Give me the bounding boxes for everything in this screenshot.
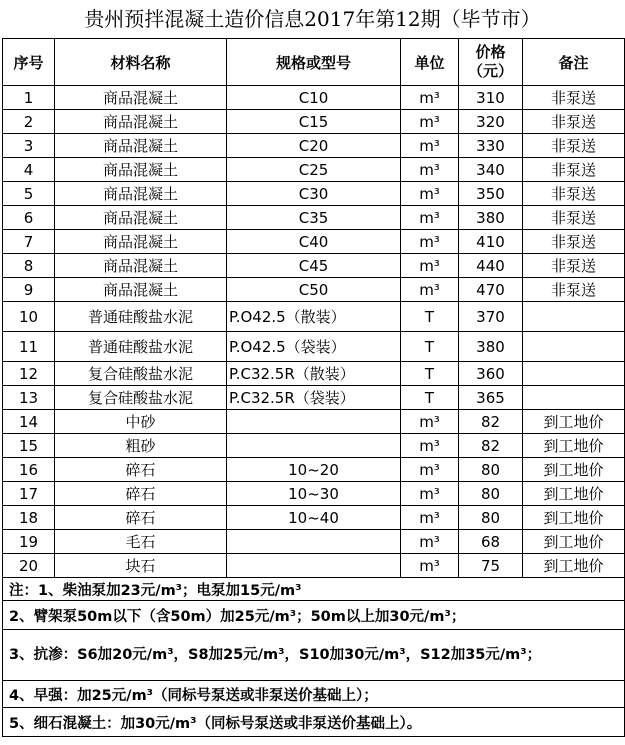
cell-unit: m³ [401,158,459,182]
table-row [3,362,625,386]
cell-remark: 非泵送 [523,206,625,230]
cell-remark: 到工地价 [523,458,625,482]
cell-remark: 非泵送 [523,230,625,254]
cell-seq: 4 [3,158,55,182]
cell-unit: m³ [401,134,459,158]
cell-price: 310 [459,86,523,110]
cell-seq: 15 [3,434,55,458]
cell-price: 470 [459,278,523,302]
cell-seq: 18 [3,506,55,530]
cell-seq: 11 [3,332,55,362]
cell-remark [523,302,625,332]
cell-spec: P.O42.5（袋装） [227,332,401,362]
cell-spec: C35 [227,206,401,230]
note-4: 4、早强：加25元/m³（同标号泵送或非泵送价基础上）； [3,681,625,708]
table-row [3,332,625,362]
cell-material: 商品混凝土 [55,134,227,158]
cell-price: 82 [459,434,523,458]
cell-price: 80 [459,458,523,482]
cell-unit: T [401,386,459,410]
cell-seq: 14 [3,410,55,434]
cell-remark [523,362,625,386]
cell-price: 350 [459,182,523,206]
cell-material: 商品混凝土 [55,230,227,254]
cell-price: 82 [459,410,523,434]
note-2: 2、臂架泵50m以下（含50m）加25元/m³；50m以上加30元/m³； [3,601,625,630]
header-unit: 单位 [401,39,459,86]
cell-remark: 到工地价 [523,530,625,554]
cell-remark: 非泵送 [523,110,625,134]
cell-material: 商品混凝土 [55,278,227,302]
cell-unit: m³ [401,506,459,530]
cell-seq: 13 [3,386,55,410]
cell-spec: C15 [227,110,401,134]
cell-price: 440 [459,254,523,278]
cell-unit: m³ [401,230,459,254]
note-3: 3、抗渗：S6加20元/m³，S8加25元/m³，S10加30元/m³，S12加35元/m³； [3,630,625,681]
table-row [3,278,625,302]
cell-material: 复合硅酸盐水泥 [55,362,227,386]
table-row [3,182,625,206]
cell-remark [523,386,625,410]
cell-price: 340 [459,158,523,182]
cell-seq: 3 [3,134,55,158]
cell-spec [227,434,401,458]
table-row [3,110,625,134]
cell-material: 普通硅酸盐水泥 [55,302,227,332]
cell-unit: m³ [401,530,459,554]
table-row [3,206,625,230]
table-row [3,134,625,158]
cell-material: 碎石 [55,506,227,530]
cell-spec: P.O42.5（散装） [227,302,401,332]
header-spec: 规格或型号 [227,39,401,86]
cell-price: 410 [459,230,523,254]
cell-remark [523,332,625,362]
cell-material: 商品混凝土 [55,182,227,206]
table-row [3,302,625,332]
cell-price: 320 [459,110,523,134]
cell-spec: 10~30 [227,482,401,506]
cell-price: 370 [459,302,523,332]
cell-material: 粗砂 [55,434,227,458]
cell-material: 碎石 [55,482,227,506]
cell-unit: m³ [401,206,459,230]
cell-seq: 12 [3,362,55,386]
cell-material: 商品混凝土 [55,254,227,278]
cell-spec: P.C32.5R（散装） [227,362,401,386]
cell-spec: C20 [227,134,401,158]
table-row [3,482,625,506]
cell-spec: C25 [227,158,401,182]
cell-remark: 非泵送 [523,254,625,278]
header-material: 材料名称 [55,39,227,86]
cell-price: 380 [459,206,523,230]
cell-remark: 到工地价 [523,554,625,578]
cell-price: 330 [459,134,523,158]
cell-spec: C40 [227,230,401,254]
header-seq: 序号 [3,39,55,86]
table-row [3,530,625,554]
cell-unit: m³ [401,458,459,482]
cell-seq: 6 [3,206,55,230]
header-row [3,39,625,86]
cell-unit: m³ [401,182,459,206]
cell-price: 360 [459,362,523,386]
cell-remark: 非泵送 [523,278,625,302]
cell-remark: 非泵送 [523,134,625,158]
cell-unit: m³ [401,410,459,434]
cell-unit: m³ [401,278,459,302]
cell-remark: 到工地价 [523,410,625,434]
cell-unit: m³ [401,434,459,458]
cell-spec: C50 [227,278,401,302]
cell-price: 380 [459,332,523,362]
cell-spec: C30 [227,182,401,206]
table-row [3,230,625,254]
table-row [3,158,625,182]
cell-material: 复合硅酸盐水泥 [55,386,227,410]
cell-seq: 10 [3,302,55,332]
table-row [3,554,625,578]
table-row [3,506,625,530]
cell-unit: T [401,332,459,362]
cell-remark: 到工地价 [523,482,625,506]
cell-seq: 5 [3,182,55,206]
cell-price: 80 [459,482,523,506]
cell-remark: 非泵送 [523,158,625,182]
cell-spec: P.C32.5R（袋装） [227,386,401,410]
page-title: 贵州预拌混凝土造价信息2017年第12期（毕节市） [84,7,541,31]
cell-seq: 7 [3,230,55,254]
table-row [3,410,625,434]
cell-seq: 8 [3,254,55,278]
cell-spec: 10~20 [227,458,401,482]
cell-remark: 非泵送 [523,182,625,206]
header-price: 价格 （元） [459,39,523,86]
cell-unit: m³ [401,482,459,506]
cell-remark: 到工地价 [523,506,625,530]
table-row [3,458,625,482]
cell-seq: 1 [3,86,55,110]
cell-seq: 20 [3,554,55,578]
cell-price: 68 [459,530,523,554]
cell-material: 毛石 [55,530,227,554]
cell-spec [227,554,401,578]
table-row [3,86,625,110]
note-5: 5、细石混凝土：加30元/m³（同标号泵送或非泵送价基础上）。 [3,708,625,737]
cell-material: 中砂 [55,410,227,434]
cell-unit: m³ [401,254,459,278]
cell-unit: T [401,302,459,332]
cell-unit: m³ [401,554,459,578]
cell-spec [227,530,401,554]
cell-material: 商品混凝土 [55,158,227,182]
cell-price: 365 [459,386,523,410]
cell-seq: 9 [3,278,55,302]
cell-unit: m³ [401,86,459,110]
table-row [3,434,625,458]
cell-seq: 17 [3,482,55,506]
cell-spec: 10~40 [227,506,401,530]
cell-price: 75 [459,554,523,578]
table-row [3,254,625,278]
cell-material: 块石 [55,554,227,578]
cell-seq: 16 [3,458,55,482]
cell-material: 普通硅酸盐水泥 [55,332,227,362]
header-remark: 备注 [523,39,625,86]
cell-remark: 非泵送 [523,86,625,110]
table-row [3,386,625,410]
price-table [2,38,625,737]
cell-price: 80 [459,506,523,530]
cell-seq: 2 [3,110,55,134]
cell-remark: 到工地价 [523,434,625,458]
note-1: 注：1、柴油泵加23元/m³；电泵加15元/m³ [3,578,625,601]
cell-spec [227,410,401,434]
cell-material: 碎石 [55,458,227,482]
cell-unit: m³ [401,110,459,134]
cell-material: 商品混凝土 [55,86,227,110]
cell-material: 商品混凝土 [55,110,227,134]
cell-spec: C10 [227,86,401,110]
cell-unit: T [401,362,459,386]
cell-material: 商品混凝土 [55,206,227,230]
cell-seq: 19 [3,530,55,554]
cell-spec: C45 [227,254,401,278]
